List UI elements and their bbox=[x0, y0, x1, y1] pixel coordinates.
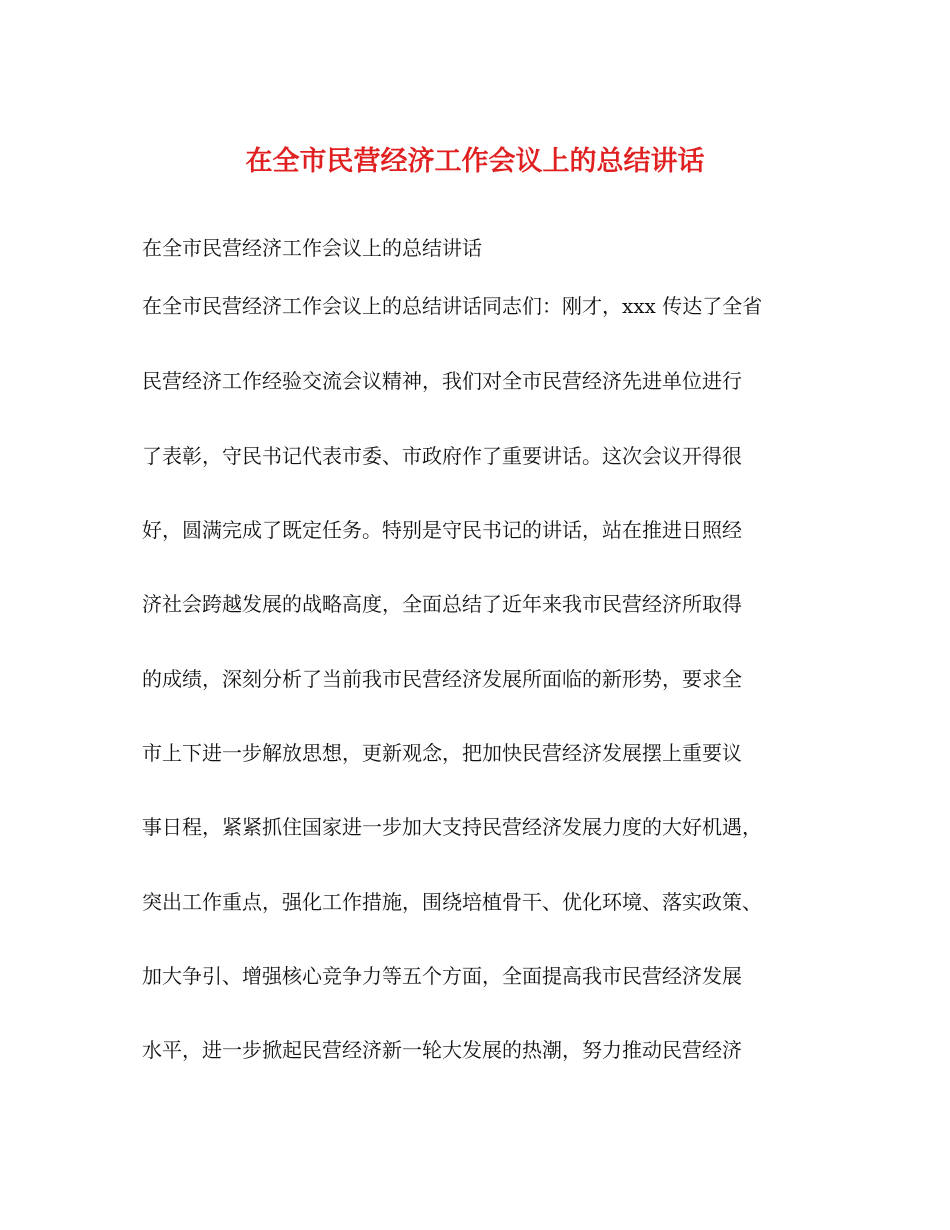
document-title: 在全市民营经济工作会议上的总结讲话 bbox=[245, 146, 705, 177]
paragraph-line: 民营经济工作经验交流会议精神，我们对全市民营经济先进单位进行 bbox=[142, 369, 742, 393]
document-subtitle: 在全市民营经济工作会议上的总结讲话 bbox=[142, 236, 482, 260]
paragraph-line: 济社会跨越发展的战略高度，全面总结了近年来我市民营经济所取得 bbox=[142, 592, 742, 616]
paragraph-line: 水平，进一步掀起民营经济新一轮大发展的热潮，努力推动民营经济 bbox=[142, 1038, 742, 1062]
paragraph-line: 在全市民营经济工作会议上的总结讲话同志们：刚才，xxx 传达了全省 bbox=[142, 294, 763, 318]
paragraph-line: 事日程，紧紧抓住国家进一步加大支持民营经济发展力度的大好机遇， bbox=[142, 815, 762, 839]
paragraph-line: 市上下进一步解放思想，更新观念，把加快民营经济发展摆上重要议 bbox=[142, 741, 742, 765]
paragraph-line: 的成绩，深刻分析了当前我市民营经济发展所面临的新形势，要求全 bbox=[142, 667, 742, 691]
paragraph-line: 了表彰，守民书记代表市委、市政府作了重要讲话。这次会议开得很 bbox=[142, 444, 742, 468]
paragraph-line: 加大争引、增强核心竞争力等五个方面，全面提高我市民营经济发展 bbox=[142, 964, 742, 988]
paragraph-line: 好，圆满完成了既定任务。特别是守民书记的讲话，站在推进日照经 bbox=[142, 518, 742, 542]
paragraph-line: 突出工作重点，强化工作措施，围绕培植骨干、优化环境、落实政策、 bbox=[142, 890, 762, 914]
